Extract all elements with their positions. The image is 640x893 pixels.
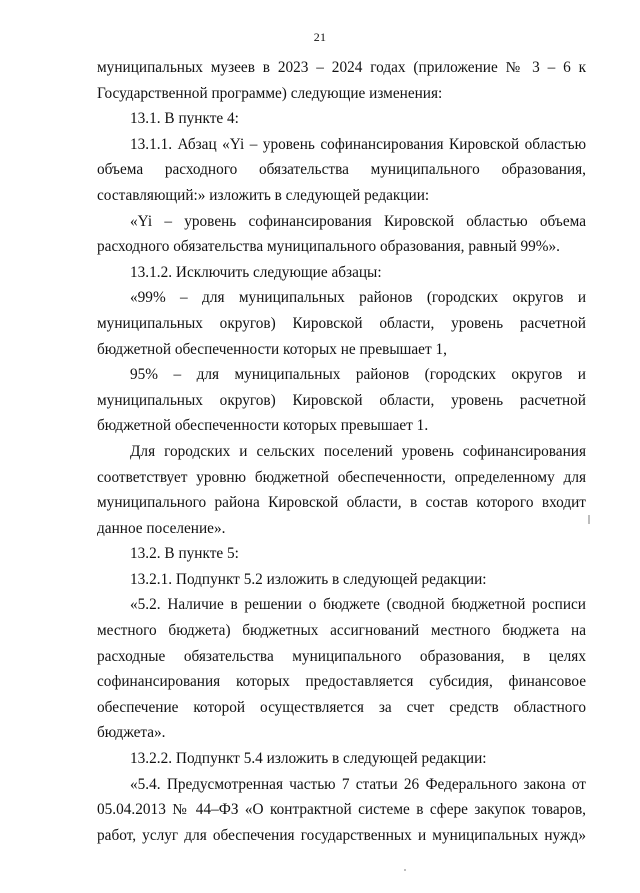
paragraph-1: муниципальных музеев в 2023 – 2024 годах (приложение № 3 – 6 к Государственной программе) следующие изменения:: [97, 59, 586, 102]
paragraph-9: 13.2. В пункте 5:: [130, 545, 239, 563]
scan-speck: [588, 515, 590, 524]
paragraph-3: 13.1.1. Абзац «Yi – уровень софинансирования Кировской областью объема расходного обязательства муниципального образования, составляющий:» изложить в следующей редакции:: [97, 135, 586, 204]
paragraph-13: «5.4. Предусмотренная частью 7 статьи 26 Федерального закона от 05.04.2013 № 44–ФЗ «О контрактной системе в сфере закупок товаров, работ, услуг для обеспечения государственных и муниципальных нужд»: [97, 775, 586, 844]
paragraph-11: «5.2. Наличие в решении о бюджете (сводной бюджетной росписи местного бюджета) бюджетных ассигнований местного бюджета на расходные обязательства муниципального образования, в целях софинансирования которых предоставляется субсидия, финансовое обеспечение которой осуществляется за счет средств областного бюджета».: [97, 596, 586, 742]
scan-speck: [404, 869, 406, 871]
paragraph-10: 13.2.1. Подпункт 5.2 изложить в следующей редакции:: [130, 570, 487, 588]
paragraph-12: 13.2.2. Подпункт 5.4 изложить в следующей редакции:: [130, 750, 487, 768]
paragraph-8: Для городских и сельских поселений уровень софинансирования соответствует уровню бюджетной обеспеченности, определенному для муниципального района Кировской области, в состав которого входит данное поселение».: [97, 442, 586, 537]
document-body: [97, 55, 586, 848]
paragraph-6: «99% – для муниципальных районов (городских округов и муниципальных округов) Кировской области, уровень расчетной бюджетной обеспеченности которых не превышает 1,: [97, 289, 586, 358]
page-number: 21: [313, 30, 327, 44]
paragraph-4: «Yi – уровень софинансирования Кировской областью объема расходного обязательства муниципального образования, равный 99%».: [97, 212, 586, 256]
paragraph-2: 13.1. В пункте 4:: [130, 110, 239, 128]
paragraph-5: 13.1.2. Исключить следующие абзацы:: [130, 263, 382, 281]
paragraph-7: 95% – для муниципальных районов (городских округов и муниципальных округов) Кировской области, уровень расчетной бюджетной обеспеченности которых превышает 1.: [97, 366, 586, 435]
